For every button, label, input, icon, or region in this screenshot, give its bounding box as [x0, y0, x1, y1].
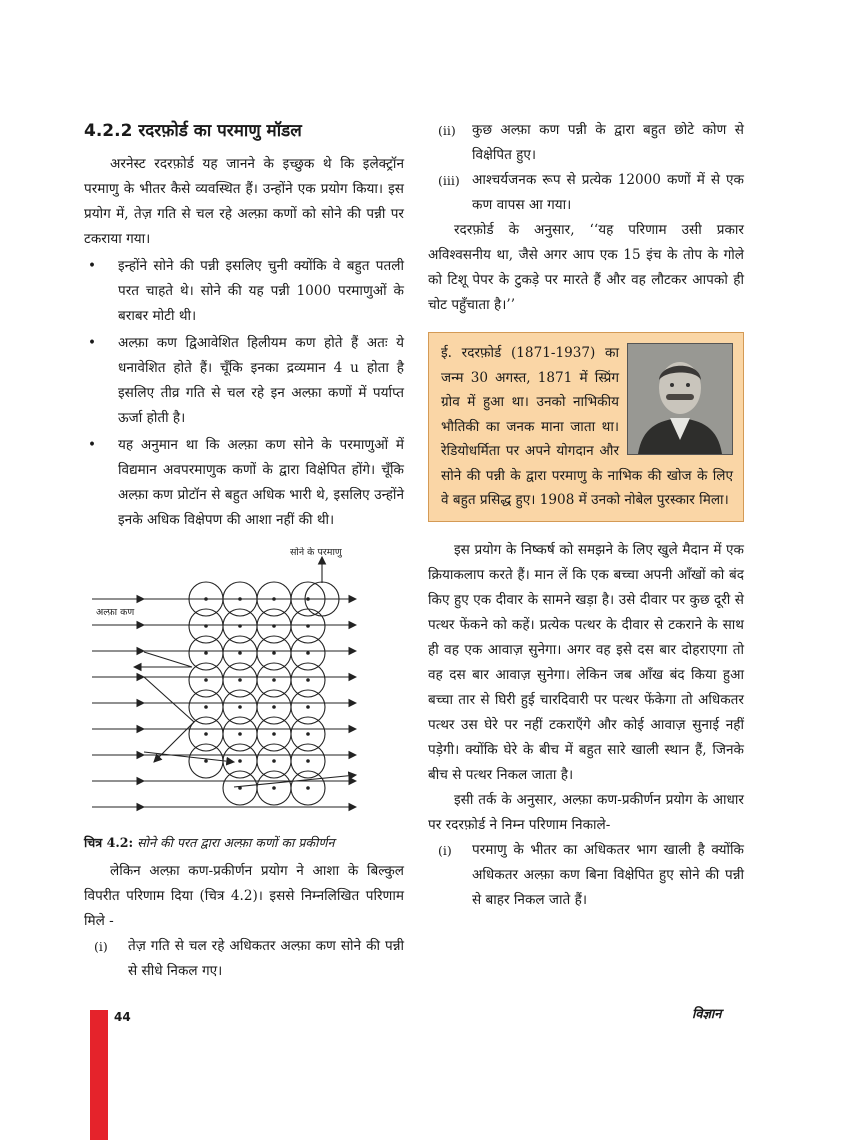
- gold-nucleus: [204, 705, 208, 709]
- results-intro: लेकिन अल्फ़ा कण-प्रकीर्णन प्रयोग ने आशा के बिल्कुल विपरीत परिणाम दिया (चित्र 4.2)। इससे निम्नलिखित परिणाम मिले -: [84, 863, 404, 929]
- scattering-diagram: [84, 547, 404, 829]
- gold-nucleus: [272, 651, 276, 655]
- figure-caption-text: सोने की परत द्वारा अल्फ़ा कणों का प्रकीर्णन: [137, 835, 335, 850]
- scattering-figure: [84, 547, 404, 829]
- gold-nucleus: [306, 705, 310, 709]
- biography-text: ई. रदरफ़ोर्ड (1871-1937) का जन्म 30 अगस्त, 1871 में स्प्रिंग ग्रोव में हुआ था। उनको नाभिकीय भौतिकी का जनक माना जाता था। रेडियोधर्मिता पर अपने योगदान और सोने की पन्नी के द्वारा परमाणु के नाभिक की खोज के लिए वे बहुत प्रसिद्ध हुए। 1908 में उनको नोबेल पुरस्कार मिला।: [441, 345, 733, 508]
- gold-nucleus: [272, 597, 276, 601]
- conclusion-number: (i): [438, 842, 452, 858]
- gold-nucleus: [272, 732, 276, 736]
- right-column: [428, 118, 744, 913]
- gold-nucleus: [204, 759, 208, 763]
- bullet-text: इन्होंने सोने की पन्नी इसलिए चुनी क्योंकि वे बहुत पतली परत चाहते थे। सोने की यह पन्नी 1000 परमाणुओं के बराबर मोटी थी।: [118, 258, 404, 324]
- portrait-image: [628, 344, 732, 454]
- gold-nucleus: [238, 732, 242, 736]
- bullet-item: [84, 433, 404, 533]
- gold-nucleus: [272, 759, 276, 763]
- footer-color-bar: [90, 1010, 108, 1140]
- page-number: 44: [114, 1010, 131, 1024]
- result-number: (ii): [438, 123, 456, 138]
- gold-nucleus: [306, 624, 310, 628]
- result-item: [428, 168, 744, 218]
- gold-nucleus: [238, 597, 242, 601]
- gold-nucleus: [204, 597, 208, 601]
- left-column: [84, 118, 404, 984]
- result-text: कुछ अल्फ़ा कण पन्नी के द्वारा बहुत छोटे कोण से विक्षेपित हुए।: [472, 122, 744, 163]
- gold-nucleus: [204, 624, 208, 628]
- gold-nucleus: [238, 678, 242, 682]
- bullet-text: अल्फ़ा कण द्विआवेशित हिलीयम कण होते हैं अतः ये धनावेशित होते हैं। चूँकि इनका द्रव्यमान 4 u होता है इसलिए तीव्र गति से चल रहे इन अल्फ़ा कणों में पर्याप्त ऊर्जा होती है।: [118, 335, 404, 426]
- figure-caption-number: चित्र 4.2:: [84, 835, 134, 850]
- gold-nucleus: [204, 651, 208, 655]
- gold-nucleus: [306, 732, 310, 736]
- bullet-item: [84, 331, 404, 431]
- gold-nucleus: [272, 678, 276, 682]
- bullet-text: यह अनुमान था कि अल्फ़ा कण सोने के परमाणुओं में विद्यमान अवपरमाणुक कणों के द्वारा विक्षेपित होंगे। चूँकि अल्फ़ा कण प्रोटॉन से बहुत अधिक भारी थे, इसलिए उन्होंने इनके अधिक विक्षेपण की आशा नहीं की थी।: [118, 437, 404, 528]
- section-heading: 4.2.2 रदरफ़ोर्ड का परमाणु मॉडल: [84, 121, 302, 141]
- bullet-icon: •: [88, 258, 97, 274]
- rutherford-portrait: [627, 343, 733, 455]
- conclusion-item: [428, 838, 744, 913]
- figure-caption: [84, 833, 404, 853]
- gold-nucleus: [272, 624, 276, 628]
- gold-nucleus: [306, 651, 310, 655]
- conclusion-intro: इसी तर्क के अनुसार, अल्फ़ा कण-प्रकीर्णन प्रयोग के आधार पर रदरफ़ोर्ड ने निम्न परिणाम निकाले-: [428, 791, 744, 833]
- bullet-item: [84, 254, 404, 329]
- deflected-track: [134, 652, 192, 667]
- gold-nucleus: [238, 651, 242, 655]
- gold-nucleus: [306, 678, 310, 682]
- alpha-label: अल्फ़ा कण: [96, 607, 135, 618]
- atoms-label: सोने के परमाणु: [290, 547, 342, 558]
- result-text: तेज़ गति से चल रहे अधिकतर अल्फ़ा कण सोने की पन्नी से सीधे निकल गए।: [128, 938, 404, 979]
- biography-box: [428, 332, 744, 522]
- result-text: आश्चर्यजनक रूप से प्रत्येक 12000 कणों में से एक कण वापस आ गया।: [472, 172, 744, 213]
- gold-nucleus: [272, 786, 276, 790]
- gold-nucleus: [238, 705, 242, 709]
- gold-nucleus: [238, 786, 242, 790]
- gold-nucleus: [272, 705, 276, 709]
- gold-nucleus: [306, 786, 310, 790]
- gold-nucleus: [204, 732, 208, 736]
- gold-nucleus: [238, 624, 242, 628]
- result-number: (i): [94, 939, 108, 954]
- subject-name: विज्ञान: [692, 1007, 722, 1022]
- gold-nucleus: [306, 597, 310, 601]
- gold-nucleus: [306, 759, 310, 763]
- gold-nucleus: [204, 678, 208, 682]
- result-number: (iii): [438, 173, 460, 188]
- bullet-icon: •: [88, 437, 97, 453]
- deflected-track: [144, 677, 194, 762]
- intro-paragraph: अरनेस्ट रदरफ़ोर्ड यह जानने के इच्छुक थे कि इलेक्ट्रॉन परमाणु के भीतर कैसे व्यवस्थित हैं। उन्होंने एक प्रयोग किया। इस प्रयोग में, तेज़ गति से चल रहे अल्फ़ा कणों को सोने की पन्नी पर टकराया गया।: [84, 156, 404, 247]
- conclusion-text: परमाणु के भीतर का अधिकतर भाग खाली है क्योंकि अधिकतर अल्फ़ा कण बिना विक्षेपित हुए सोने की पन्नी से बाहर निकल जाते हैं।: [472, 841, 744, 908]
- bullet-icon: •: [88, 335, 97, 351]
- analogy-paragraph: इस प्रयोग के निष्कर्ष को समझने के लिए खुले मैदान में एक क्रियाकलाप करते हैं। मान लें कि एक बच्चा अपनी आँखों को बंद किए हुए एक दीवार के सामने खड़ा है। उसे दीवार पर कुछ दूरी से पत्थर फेंकने को कहें। प्रत्येक पत्थर के दीवार से टकराने के साथ ही वह एक आवाज़ सुनेगा। अगर वह इसे दस बार दोहराएगा तो वह दस बार आवाज़ सुनेगा। लेकिन जब आँख बंद किया हुआ बच्चा तार से घिरी हुई चारदिवारी पर पत्थर फेंकेगा तो अधिकतर पत्थर उस घेरे पर नहीं टकराएँगे और कोई आवाज़ सुनाई नहीं पड़ेगी। क्योंकि घेरे के बीच में बहुत सारे खाली स्थान हैं, जिनके बीच से पत्थर निकल जाता है।: [428, 541, 744, 783]
- result-item: [84, 934, 404, 984]
- result-item: [428, 118, 744, 168]
- gold-nucleus: [238, 759, 242, 763]
- rutherford-quote: रदरफ़ोर्ड के अनुसार, ‘‘यह परिणाम उसी प्रकार अविश्वसनीय था, जैसे अगर आप एक 15 इंच के तोप के गोले को टिशू पेपर के टुकड़े पर मारते हैं और वह लौटकर आपको ही चोट पहुँचाता है।’’: [428, 222, 744, 313]
